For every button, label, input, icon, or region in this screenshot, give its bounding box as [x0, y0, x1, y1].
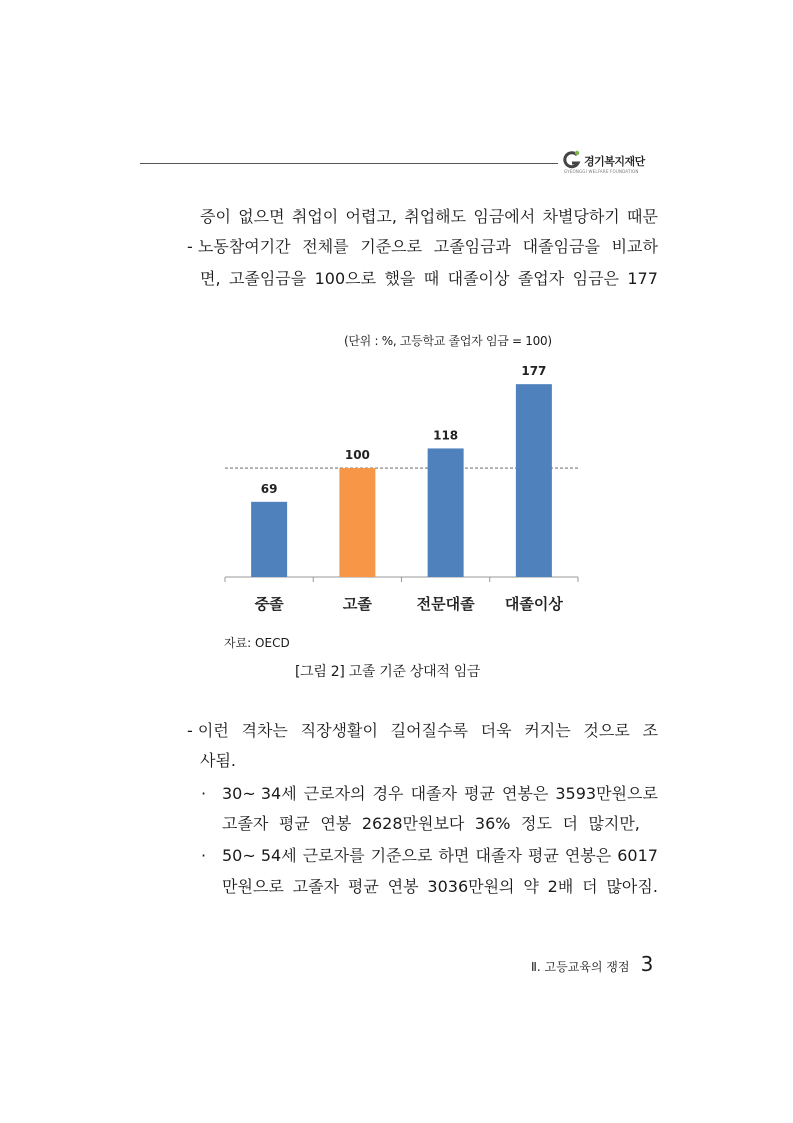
word: 연봉	[387, 877, 419, 896]
word: 177	[627, 269, 658, 288]
bar-전문대졸	[428, 448, 464, 577]
bullet-mark-1: ·	[201, 784, 207, 803]
word: 평균	[527, 846, 559, 865]
word: 연봉은	[501, 784, 549, 803]
word: - 노동참여기간	[187, 237, 291, 256]
bullet-2-line-1	[222, 846, 658, 866]
word: 길어질수록	[390, 721, 468, 740]
bar-대졸이상	[516, 384, 552, 577]
word: 임금은	[572, 269, 619, 288]
data-label: 69	[260, 481, 278, 496]
word: 30~ 34세	[222, 784, 297, 803]
word: 많아짐.	[606, 877, 658, 896]
page-footer	[531, 952, 653, 976]
word: - 이런	[187, 721, 229, 740]
word: 직장생활이	[300, 721, 378, 740]
word: 고졸자	[292, 877, 340, 896]
word: 근로자를	[302, 846, 365, 865]
word: 평균	[463, 784, 495, 803]
body-top-line-2	[187, 237, 658, 257]
word: 대졸자	[475, 846, 522, 865]
data-label: 177	[521, 364, 547, 379]
word: 취업이	[291, 207, 339, 226]
word: 평균	[347, 877, 379, 896]
logo-subtitle: GYEONGGI WELFARE FOUNDATION	[564, 169, 639, 174]
chart-unit-note: (단위 : %, 고등학교 졸업자 임금 = 100)	[344, 334, 552, 348]
body-bottom-line-2: 사됨.	[200, 751, 236, 770]
word: 임금에서	[473, 207, 536, 226]
word: 만원으로	[222, 877, 284, 896]
relative-wage-chart	[215, 350, 585, 620]
word: 더욱	[480, 721, 512, 740]
bullet-2-line-2	[222, 877, 658, 897]
bullet-1-line-1	[222, 784, 658, 804]
word: 조	[642, 721, 658, 740]
header-rule	[140, 163, 558, 164]
word: 고졸임금을	[228, 269, 307, 288]
word: 3036만원의	[427, 877, 515, 896]
word: 더	[582, 877, 598, 896]
word: 비교하	[611, 237, 658, 256]
chart-source: 자료: OECD	[224, 636, 290, 650]
word: 기준으로	[360, 237, 423, 256]
figure-caption: [그림 2] 고졸 기준 상대적 임금	[295, 664, 481, 680]
word: 근로자의	[303, 784, 366, 803]
word: 경우	[372, 784, 404, 803]
word: 전체를	[302, 237, 349, 256]
word: 고졸자	[222, 814, 269, 833]
word: 50~ 54세	[222, 846, 297, 865]
word: 졸업자	[517, 269, 565, 288]
data-label: 100	[344, 448, 370, 463]
word: 어렵고,	[345, 207, 397, 226]
category-label: 대졸이상	[504, 595, 563, 613]
word: 면,	[200, 269, 221, 288]
logo-mark-icon	[562, 150, 582, 170]
body-top-line-1	[200, 207, 658, 227]
word: 대졸이상	[447, 269, 510, 288]
word: 취업해도	[404, 207, 467, 226]
word: 6017	[617, 846, 658, 865]
data-label: 118	[433, 428, 459, 443]
word: 36%	[474, 814, 511, 833]
word: 고졸임금과	[433, 237, 512, 256]
page-number: 3	[640, 952, 654, 976]
word: 때문	[627, 207, 658, 226]
word: 커지는	[524, 721, 571, 740]
foundation-logo	[562, 148, 662, 178]
word: 정도	[520, 814, 552, 833]
word: 2628만원보다	[361, 814, 465, 833]
word: 약	[523, 877, 539, 896]
category-label: 전문대졸	[416, 595, 475, 613]
word: 격차는	[241, 721, 288, 740]
word: 더	[562, 814, 578, 833]
word: 없으면	[238, 207, 285, 226]
word: 기준으로	[370, 846, 433, 865]
word: 100으로	[314, 269, 377, 288]
word: 연봉	[320, 814, 352, 833]
bullet-mark-2: ·	[201, 846, 207, 865]
category-label: 중졸	[254, 595, 284, 613]
word: 때	[423, 269, 440, 288]
word: 하면	[438, 846, 470, 865]
bar-고졸	[339, 468, 375, 577]
word: 했을	[384, 269, 416, 288]
bullet-1-line-2	[222, 814, 640, 834]
word: 차별당하기	[542, 207, 620, 226]
body-bottom-line-1	[187, 721, 658, 741]
word: 대졸임금을	[522, 237, 600, 256]
word: 3593만원으로	[555, 784, 658, 803]
word: 많지만,	[588, 814, 640, 833]
bar-중졸	[251, 502, 287, 577]
logo-name: 경기복지재단	[584, 155, 645, 168]
footer-section: Ⅱ. 고등교육의 쟁점	[531, 960, 630, 974]
word: 증이	[200, 207, 231, 226]
word: 평균	[278, 814, 310, 833]
category-label: 고졸	[342, 595, 372, 613]
body-top-line-3	[200, 269, 658, 289]
word: 연봉은	[564, 846, 612, 865]
word: 대졸자	[410, 784, 457, 803]
word: 2배	[547, 877, 574, 896]
word: 것으로	[583, 721, 630, 740]
